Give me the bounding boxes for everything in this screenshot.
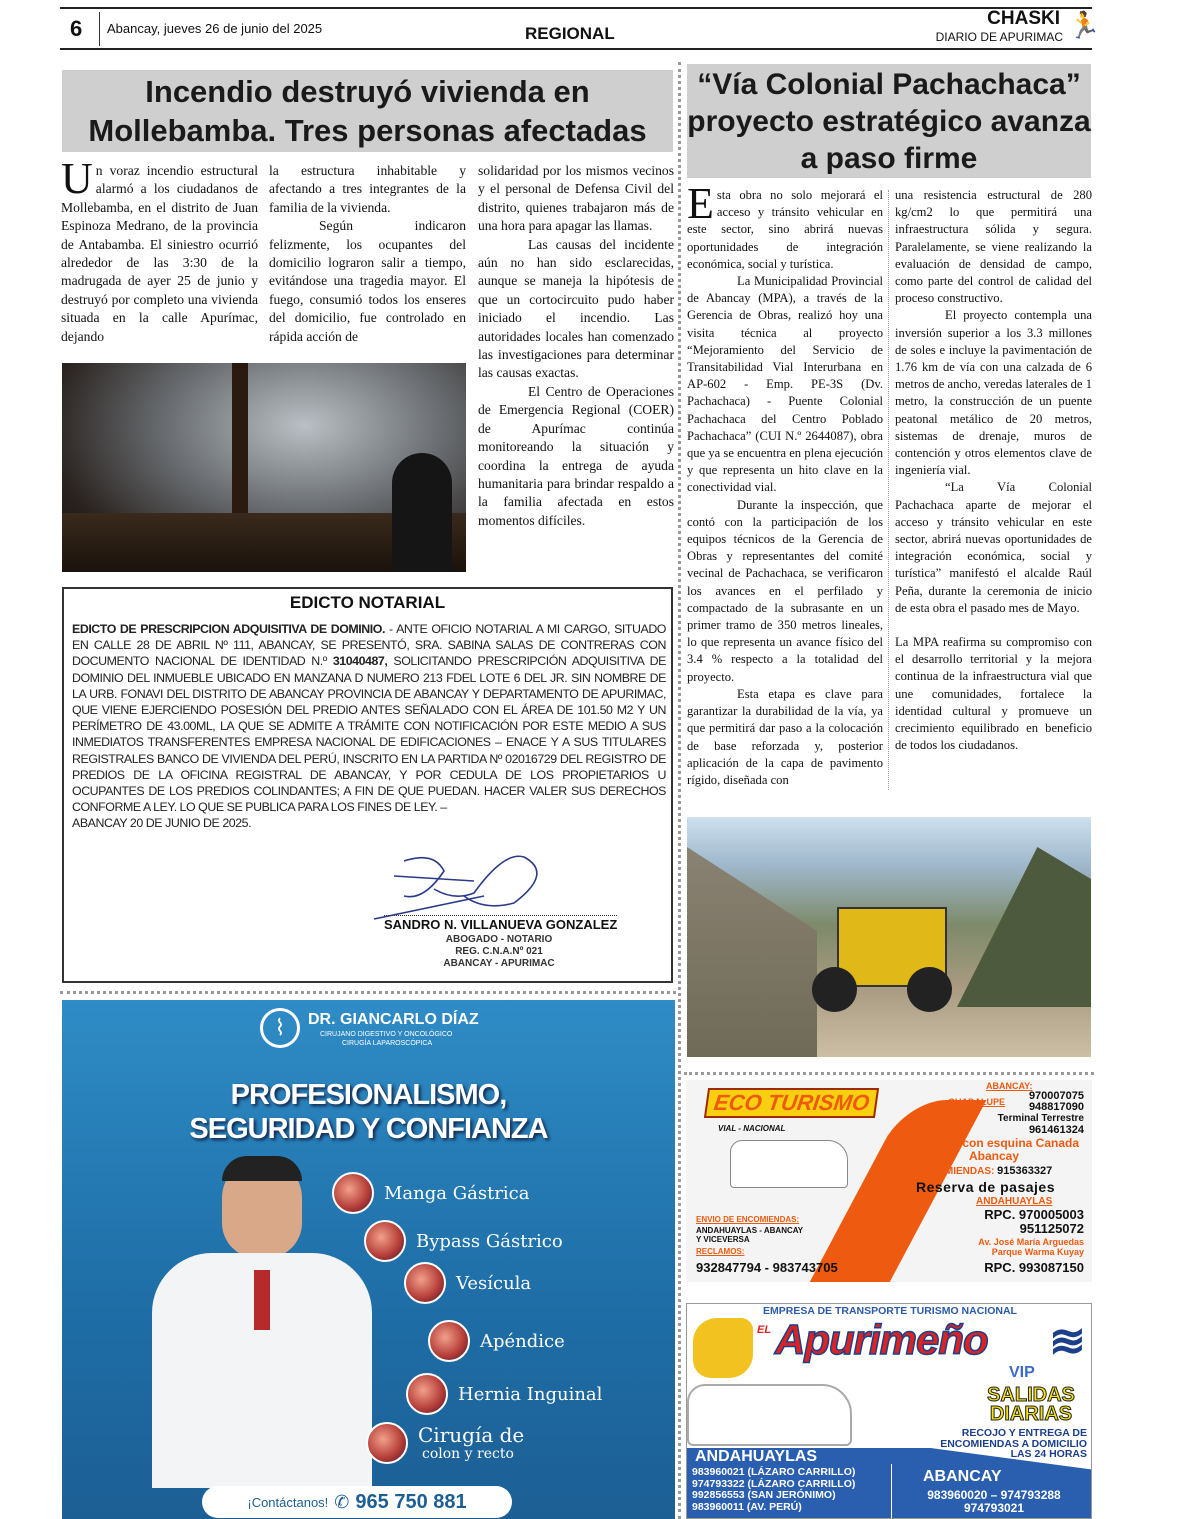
edicto-text: - ANTE OFICIO NOTARIAL A MI CARGO, SITUADO EN CALLE 28 DE ABRIL Nº 111, ABANCAY, SE PRESENTÓ, SRA. SABINA SALAS DE CONTRERAS CON DOCUMENTO NACIONAL DE IDENTIDAD N.º [72, 622, 666, 669]
phone: 974793021 [963, 1501, 1025, 1515]
paragraph: El Centro de Operaciones de Emergencia Regional (COER) de Apurímac continúa monitoreando la situación y coordina la entrega de ayuda humanitaria para brindar respaldo a la familia afectada en estos momentos difíciles. [478, 383, 674, 528]
label: Reserva de pasajes [916, 1179, 1055, 1195]
phone: 932847794 - 983743705 [696, 1260, 838, 1275]
doctor-name: DR. GIANCARLO DÍAZ [308, 1011, 479, 1028]
issue-date: Abancay, jueves 26 de junio del 2025 [107, 21, 323, 36]
article-column [269, 162, 466, 346]
paragraph: El proyecto contempla una inversión superior a los 3.3 millones de soles e incluye la pavimentación de 1.76 km de vía con una calzada de 6 metros de ancho, veredas laterales de 1 metro, la construcción de un puente peatonal metálico de 20 metros, sistemas de drenaje, muros de contención y otros elementos clave de ingeniería vial. [895, 308, 1092, 478]
ad-headline: PROFESIONALISMO, [230, 1079, 507, 1111]
brand-vip: VIP [1009, 1364, 1035, 1381]
paragraph: Según indicaron felizmente, los ocupantes del domicilio lograron salir a tiempo, evitándose una tragedia mayor. El fuego, consumió todos los enseres del domicilio, fue controlado en rápida acción de [269, 218, 466, 344]
phone: 983960011 (AV. PERÚ) [692, 1500, 802, 1513]
service-label: Cirugía de [418, 1422, 525, 1447]
phone: 915363327 [997, 1165, 1053, 1177]
contact-label: ¡Contáctanos! [247, 1494, 329, 1510]
service-label: Apéndice [480, 1330, 565, 1352]
column-divider [888, 190, 889, 790]
service-item [332, 1172, 530, 1214]
abancay-title: ABANCAY [923, 1468, 1002, 1485]
salidas: SALIDAS [987, 1384, 1075, 1406]
label: GUADALUPE [948, 1097, 1006, 1107]
section-divider [60, 991, 676, 994]
paragraph: La MPA reafirma su compromiso con el desarrollo territorial y la mejora continua de la infraestructura vial que une comunidades, fortalece la identidad cultural y promueve un crecimiento equilibrado en beneficio de todos los ciudadanos. [895, 635, 1092, 753]
paragraph: La Municipalidad Provincial de Abancay (MPA), a través de la Gerencia de Obras, realizó hoy una visita técnica al proyecto “Mejoramiento del Servicio de Transitabilidad Vial Interurbana en AP-602 - Emp. PE-3S (Dv. Pachachaca) - Puente Colonial Pachachaca del Centro Poblado Pachachaca” (CUI N.º 2644087), obra que ya se encuentra en plena ejecución y que representa un hito clave en la conectividad vial. [687, 274, 883, 495]
phone: RPC. 970005003 [984, 1207, 1084, 1222]
edicto-notarial-box [62, 587, 673, 983]
signer-reg: REG. C.N.A.Nº 021 [455, 946, 543, 957]
fire-photo [62, 363, 466, 572]
phone: RPC. 993087150 [984, 1260, 1084, 1275]
recojo: RECOJO Y ENTREGA DE [961, 1427, 1087, 1439]
label: ABANCAY: [986, 1081, 1033, 1091]
road-grader-photo [687, 817, 1091, 1057]
service-label: colon y recto [422, 1445, 514, 1462]
article-headline: “Vía Colonial Pachachaca” proyecto estratégico avanza a paso firme [687, 64, 1091, 178]
recojo: ENCOMIENDAS A DOMICILIO [940, 1437, 1087, 1450]
service-label: Manga Gástrica [384, 1182, 530, 1204]
edicto-title: EDICTO NOTARIAL [289, 593, 446, 612]
ad-headline: SEGURIDAD Y CONFIANZA [189, 1113, 548, 1145]
phone: 983960021 (LÁZARO CARRILLO) [692, 1466, 856, 1478]
brand-sub: DIARIO DE APURIMAC [935, 30, 1063, 44]
label: ENCOMIENDAS: [916, 1166, 995, 1177]
section-divider [684, 1072, 1094, 1075]
phone: 948817090 [1028, 1101, 1084, 1113]
phone: 992856553 (SAN JERÓNIMO) [692, 1489, 836, 1501]
apurimeno-logo: Apurimeño [775, 1316, 988, 1363]
phone: 983960020 – 974793288 [927, 1488, 1061, 1502]
service-label: Vesícula [456, 1272, 532, 1294]
service-label: Bypass Gástrico [416, 1230, 563, 1252]
page-number: 6 [70, 16, 83, 41]
hernia-icon [406, 1373, 448, 1415]
phone: 974793322 (LÁZARO CARRILLO) [692, 1477, 856, 1490]
paragraph: Durante la inspección, que contó con la participación de los equipos técnicos de la Gerencia de Obras y representantes del comité vecinal de Pachachaca, se verificaron los avances en el perfilado y compactado de la subrasante en un primer tramo de 350 metros lineales, lo que representa un avance físico del 3.4 % respecto a la totalidad del proyecto. [687, 497, 883, 684]
van-icon [730, 1140, 848, 1188]
paragraph: Esta etapa es clave para garantizar la durabilidad de la vía, ya que permitirá dar paso a la colocación de base reforzada y, posterior aplicación de la capa de pavimento rígido, diseñada con [687, 686, 883, 787]
column-divider [678, 62, 681, 1519]
paragraph: Un voraz incendio estructural alarmó a los ciudadanos de Mollebamba, en el distrito de Juan Espinoza Medrano, de la provincia de Antabamba. El siniestro ocurrió alrededor de las 3:30 de la madrugada de ayer 25 de junio y destruyó por completo una vivienda situada en la calle Apurímac, dejando [61, 154, 258, 344]
paragraph: la estructura inhabitable y afectando a tres integrantes de la familia de la vivienda. [269, 163, 466, 215]
signer-place: ABANCAY - APURIMAC [443, 958, 555, 969]
gallbladder-icon [404, 1262, 446, 1304]
doctor-specialty-2: CIRUGÍA LAPAROSCÓPICA [342, 1040, 433, 1047]
edicto-dni: 31040487, [332, 654, 388, 669]
service-item [366, 1422, 524, 1464]
header-rule [60, 48, 1092, 50]
signer-name: SANDRO N. VILLANUEVA GONZALEZ [384, 917, 618, 932]
address: Parque Warma Kuyay [991, 1247, 1084, 1257]
edicto-lead: EDICTO DE PRESCRIPCION ADQUISITIVA DE DOMINIO. [72, 622, 385, 636]
bus-icon [687, 1384, 852, 1446]
salidas: DIARIAS [989, 1403, 1073, 1425]
label: Terminal Terrestre [997, 1113, 1084, 1124]
paragraph: Las causas del incidente aún no han sido esclarecidas, aunque se maneja la hipótesis de que un cortocircuito pudo haber iniciado el incendio. Las autoridades locales han comenzado las investigaciones para determinar las causas exactas. [478, 236, 674, 381]
chaski-runner-logo-icon: 🏃 [1068, 11, 1101, 40]
eco-tag: VIAL - NACIONAL [718, 1124, 786, 1133]
stomach-icon [332, 1172, 374, 1214]
paragraph: una resistencia estructural de 280 kg/cm2 lo que permitirá una infraestructura sólida y segura. Paralelamente, se viene realizando la evaluación de densidad de campo, como parte del control de calidad del proceso constructivo. [895, 188, 1092, 306]
article-column [478, 162, 674, 530]
article-column [895, 187, 1092, 755]
service-item [364, 1220, 563, 1262]
signature-icon [364, 851, 564, 921]
paragraph: Esta obra no solo mejorará el acceso y tránsito vehicular en este sector, sino abrirá nuevas oportunidades de integración económica, social y turística. [687, 179, 883, 271]
eco-turismo-logo: ECO TURISMO [704, 1088, 879, 1118]
phone: 961461324 [1028, 1124, 1084, 1136]
edicto-body [72, 621, 666, 832]
divider [891, 1464, 892, 1518]
appendix-icon [428, 1320, 470, 1362]
address: Abancay [968, 1149, 1020, 1163]
andahuaylas-title: ANDAHUAYLAS [695, 1448, 818, 1465]
phone: 970007075 [1028, 1090, 1084, 1102]
label: ENVIO DE ENCOMIENDAS: [696, 1215, 800, 1224]
article-column [61, 154, 258, 346]
apurimeno-ad [686, 1303, 1092, 1519]
article-column [687, 179, 883, 789]
address: Av. José María Arguedas [978, 1237, 1084, 1247]
contact-pill[interactable] [202, 1486, 512, 1518]
stomach-icon [364, 1220, 406, 1262]
eco-turismo-ad [686, 1080, 1092, 1282]
service-item [406, 1373, 602, 1415]
colon-icon [366, 1422, 408, 1464]
edicto-date: ABANCAY 20 DE JUNIO DE 2025. [72, 816, 252, 831]
phone: 951125072 [1019, 1221, 1084, 1236]
ad-top-line: EMPRESA DE TRANSPORTE TURISMO NACIONAL [763, 1305, 1017, 1317]
service-item [404, 1262, 531, 1304]
service-label: Hernia Inguinal [458, 1383, 603, 1405]
edicto-text: SOLICITANDO PRESCRIPCIÓN ADQUISITIVA DE DOMINIO DEL INMUEBLE UBICADO EN MANZANA D NUMERO 213 FDEL LOTE 6 DEL JR. SIN NOMBRE DE LA URB. FONAVI DEL DISTRITO DE ABANCAY PROVINCIA DE ABANCAY Y DEPARTAMENTO DE APURIMAC, QUE VIENE EJERCIENDO POSESIÓN DEL PREDIO ANTES SEÑALADO CON EL ÁREA DE 101.50 M2 Y UN PERÍMETRO DE 43.00ML, LA QUE SE ADMITE A TRÁMITE CON NOTIFICACIÓN POR ESTE MEDIO A SUS INMEDIATOS TRANSFERENTES EMPRESA NACIONAL DE EDIFICACIONES – ENACE Y A SUS TITULARES REGISTRALES BANCO DE VIVIENDA DEL PERÚ, INSCRITO EN LA PARTIDA Nº 02016729 DEL REGISTRO DE PREDIOS DE LA OFICINA REGISTRAL DE ABANCAY, Y POR CEDULA DE LOS PROPIETARIOS U OCUPANTES DE LOS PREDIOS COLINDANTES; A FIN DE QUE PUEDAN. HACER VALER SUS DERECHOS CONFORME A LEY. LO QUE SE PUBLICA PARA LOS FINES DE LEY. – [72, 654, 666, 815]
article-headline: Incendio destruyó vivienda en Mollebamba. Tres personas afectadas [62, 70, 673, 152]
recojo: LAS 24 HORAS [1010, 1448, 1087, 1460]
address: Av. Chile con esquina Canada [908, 1136, 1080, 1150]
doctor-ad [62, 1000, 675, 1519]
whatsapp-icon: ✆ [334, 1491, 350, 1512]
paragraph: “La Vía Colonial Pachachaca aparte de mejorar el acceso y tránsito vehicular en este sector, abrirá nuevas oportunidades de integración económica, social y turística” manifestó el alcalde Raúl Peña, durante la ceremonia de inicio de esta obra el pasado mes de Mayo. [895, 480, 1092, 615]
contact-phone: 965 750 881 [355, 1490, 467, 1513]
label: RECLAMOS: [696, 1247, 745, 1256]
section-title: REGIONAL [525, 24, 615, 43]
service-item [428, 1320, 565, 1362]
divider [99, 12, 100, 46]
label: ANDAHUAYLAS [976, 1196, 1053, 1207]
label: ANDAHUAYLAS - ABANCAY [696, 1226, 804, 1235]
brand-el: EL [757, 1324, 772, 1336]
top-rule [60, 7, 1092, 9]
signer-role: ABOGADO - NOTARIO [445, 934, 553, 945]
stomach-logo-icon: ⌇ [260, 1008, 300, 1048]
region-map-icon [693, 1318, 753, 1378]
swoosh-logo-icon: ≋ [1049, 1317, 1086, 1366]
paragraph: solidaridad por los mismos vecinos y el personal de Defensa Civil del distrito, quienes trabajaron más de una hora para apagar las llamas. [478, 163, 674, 234]
brand-name: CHASKI [987, 8, 1060, 29]
signer-details [404, 934, 594, 970]
label: Y VICEVERSA [696, 1235, 750, 1244]
doctor-specialty: CIRUJANO DIGESTIVO Y ONCOLÓGICO [320, 1031, 453, 1038]
